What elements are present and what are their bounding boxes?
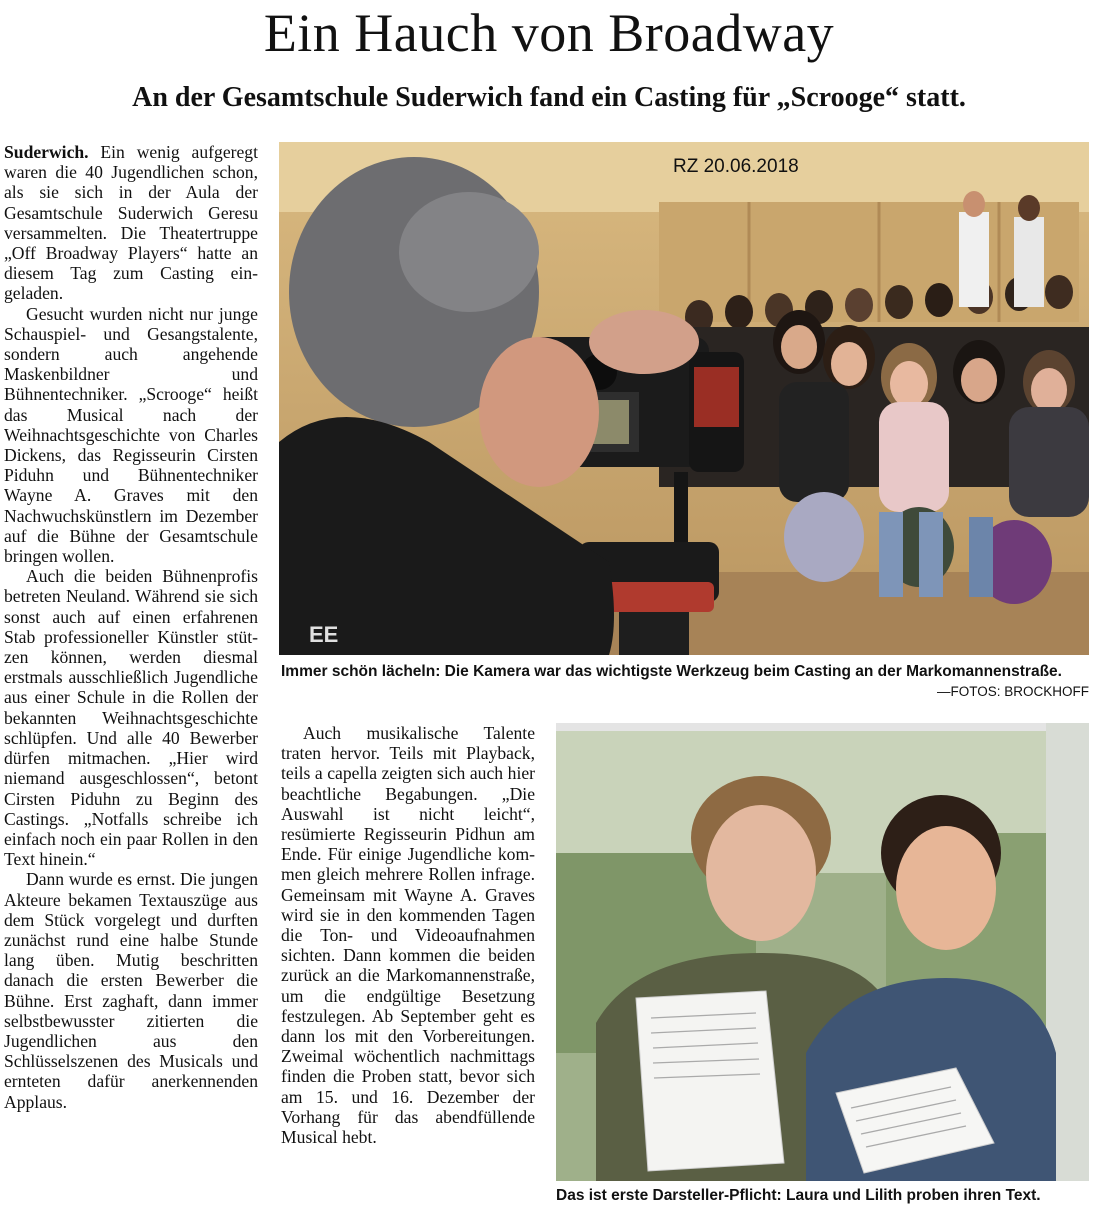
paragraph: Auch die beiden Bühnenprofis betreten Neuland. Während sie sich sonst auch auf einen erfahrenen Stab professioneller Künstler stützen können, werden diesmal erstmals ausschließlich Jugendliche aus einer Schule in die Rollen der bekannten Weihnachtsgeschichte schlüpfen. Und alle 40 Bewerber dürfen mitmachen. „Hier wird niemand ausgeschlossen“, betont Cirsten Piduhn zu Beginn des Castings. „Notfalls schreibe ich einfach noch ein paar Rollen in den Text hinein.“ xyxy=(4,566,258,870)
paragraph-text: Ein wenig aufgeregt waren die 40 Jugendlichen schon, als sie sich in der Aula der Gesamtschule Suderwich Geresu versammelten. Die Theatertruppe „Off Broadway Players“ hatte an diesem Tag zum Casting eingeladen. xyxy=(4,142,258,304)
paragraph: Gesucht wurden nicht nur junge Schauspiel- und Gesangstalente, sondern auch angehende Maskenbildner und Bühnentechniker. „Scrooge“ heißt das Musical nach der Weihnachtsgeschichte von Charles Dickens, das Regisseurin Cirsten Piduhn und Bühnentechniker Wayne A. Graves mit den Nachwuchskünstlern im Dezember auf die Bühne der Gesamtschule bringen wollen. xyxy=(4,303,258,567)
paragraph: Dann wurde es ernst. Die jungen Akteure bekamen Textauszüge aus dem Stück vorgelegt und durften zunächst rund eine halbe Stunde lang üben. Mutig beschritten danach die ersten Bewerber die Bühne. Erst zaghaft, dann immer selbstbewusster zitierten die Jugendlichen aus den Schlüsselszenen des Musicals und ernteten dafür anerkennenden Applaus. xyxy=(4,869,258,1112)
casting-photo xyxy=(279,142,1089,655)
text-column-2 xyxy=(281,723,535,1147)
photo-caption-1: Immer schön lächeln: Die Kamera war das wichtigste Werkzeug beim Casting an der Markomannenstraße. xyxy=(281,663,1062,680)
rehearsal-photo xyxy=(556,723,1089,1181)
photo-credit: —FOTOS: BROCKHOFF xyxy=(936,684,1089,699)
shirt-print: EE xyxy=(309,622,339,647)
date-stamp: RZ 20.06.2018 xyxy=(673,156,799,177)
article-subheadline: An der Gesamtschule Suderwich fand ein Casting für „Scrooge“ statt. xyxy=(132,82,966,113)
article-headline: Ein Hauch von Broadway xyxy=(263,3,835,63)
photo-caption-2: Das ist erste Darsteller-Pflicht: Laura und Lilith proben ihren Text. xyxy=(556,1187,1041,1204)
paragraph: Auch musikalische Talente traten hervor. Teils mit Playback, teils a capella zeigten sich auch hier beachtliche Begabungen. „Die Auswahl ist nicht leicht“, resümierte Regisseurin Pidhun am Ende. Für einige Jugendliche kommen gleich mehrere Rollen infrage. Gemeinsam mit Wayne A. Graves wird sie in den kommenden Tagen die Ton- und Videoaufnahmen sichten. Dann kommen die beiden zurück an die Markomannenstraße, um die endgültige Besetzung festzulegen. Ab September geht es dann los mit den Vorbereitungen. Zweimal wöchentlich nachmittags finden die Proben statt, bevor sich am 15. und 16. Dezember der Vorhang für das abendfüllende Musical hebt. xyxy=(281,723,535,1148)
paragraph xyxy=(4,142,258,304)
text-column-1 xyxy=(4,142,258,1112)
dateline: Suderwich. xyxy=(4,142,89,162)
